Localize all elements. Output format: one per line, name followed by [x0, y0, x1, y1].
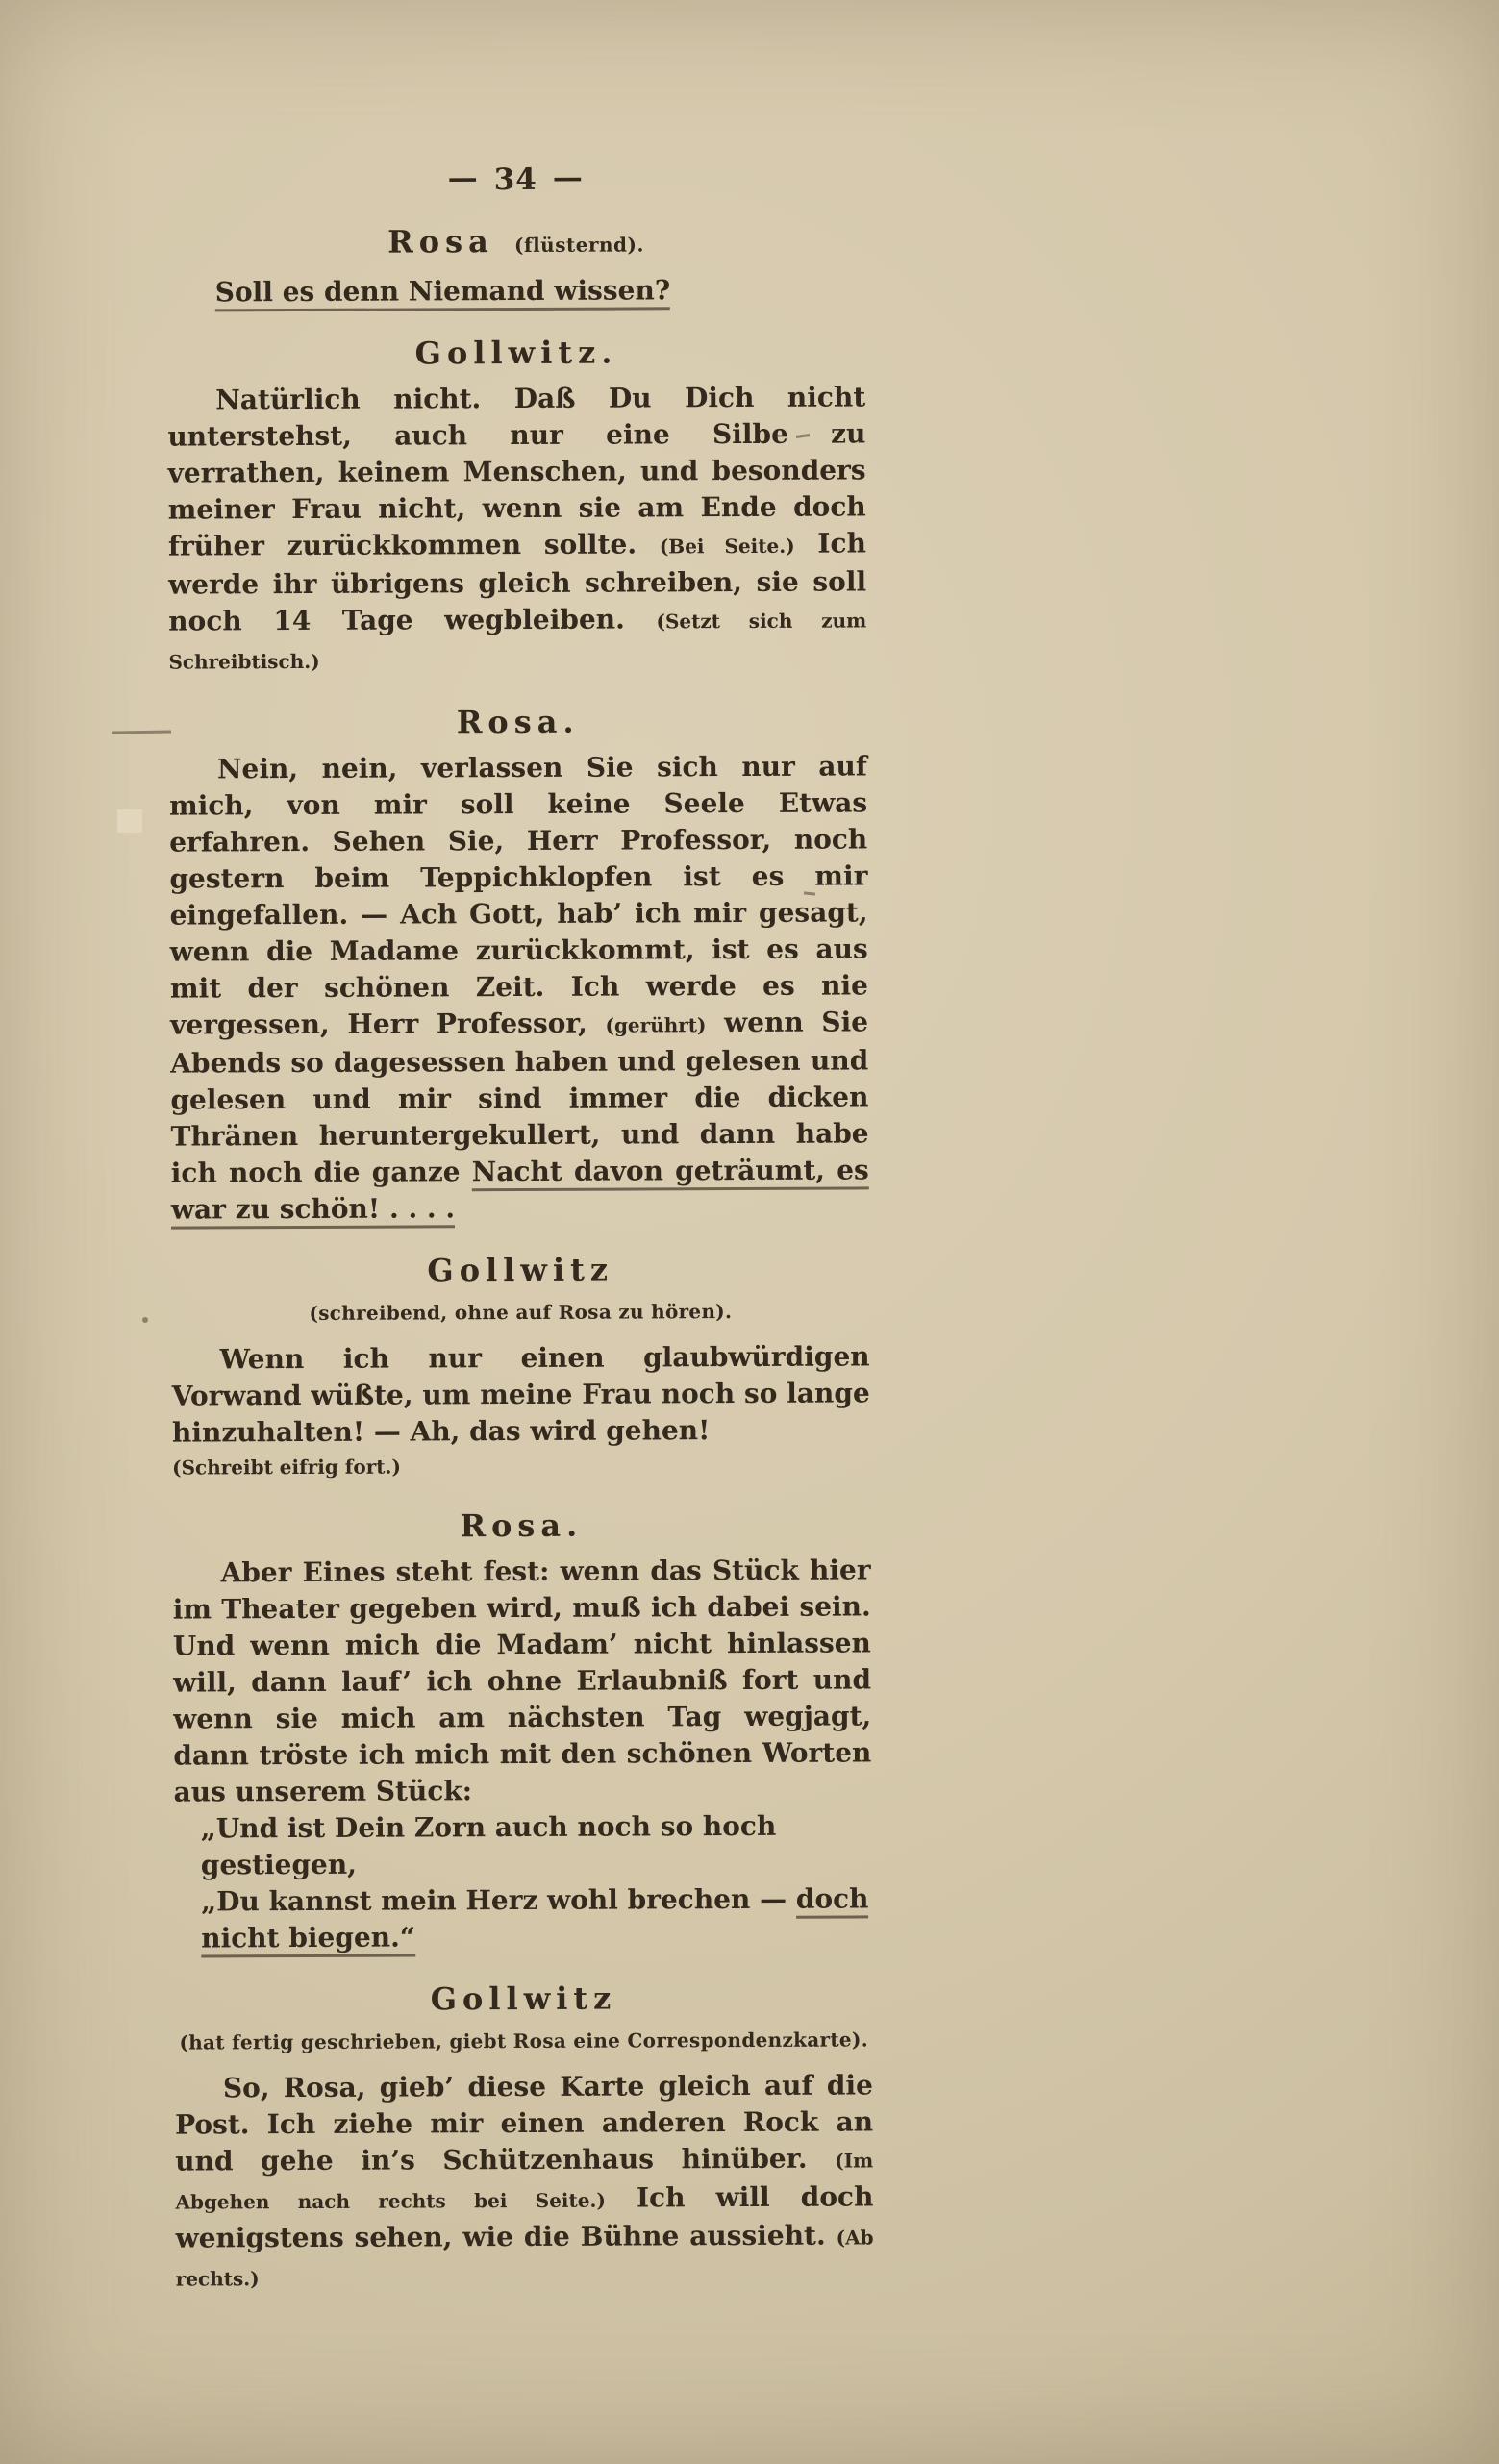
stage-direction-inline: (Bei Seite.) [659, 534, 795, 559]
dialogue-block-rosa-1 [166, 221, 864, 311]
stage-direction-inline: (Im Abgehen nach rechts bei Seite.) [175, 2149, 874, 2214]
header-rule-right: — [552, 160, 584, 195]
dialogue-text: Ich will doch wenigstens sehen, wie die Bühne aussieht. [175, 2180, 874, 2254]
speaker-heading [174, 1979, 872, 2018]
stage-direction-inline: (Ab rechts.) [175, 2226, 874, 2291]
verse-line [201, 1880, 872, 1956]
dialogue-text: Wenn ich nur einen glaubwürdigen Vorwand wüßte, um meine Frau noch so lange hinzuhalten! — Ah, das wird gehen! [171, 1340, 870, 1449]
dialogue-block-gollwitz-2 [171, 1250, 870, 1483]
page-header [166, 160, 864, 199]
page-content [166, 160, 874, 2297]
dialogue-block-gollwitz-3 [174, 1979, 873, 2297]
stage-direction-line: (Schreibt eifrig fort.) [172, 1455, 401, 1480]
dialogue-paragraph [175, 2067, 874, 2297]
page-number: 34 [493, 162, 537, 198]
speaker-name: Gollwitz [427, 1251, 614, 1289]
speaker-name: Gollwitz. [414, 334, 618, 372]
stage-direction-centered: (hat fertig geschrieben, giebt Rosa eine Correspondenzkarte). [179, 2028, 869, 2054]
verse-text: „Du kannst mein Herz wohl brechen — [200, 1882, 787, 1918]
stage-direction-inline: (gerührt) [605, 1013, 707, 1037]
dialogue-paragraph [172, 1552, 871, 1810]
speaker-name: Rosa [387, 223, 494, 261]
speaker-heading [169, 702, 867, 741]
dialogue-text: wenn Sie Abends so dagesessen haben und gelesen und gelesen und mir sind immer die dicken Thränen heruntergekullert, und dann habe ich noch die ganze [170, 1006, 869, 1189]
dialogue-block-rosa-2 [169, 702, 869, 1228]
dialogue-paragraph [167, 379, 866, 680]
dialogue-paragraph [172, 1338, 870, 1451]
underlined-text: Nacht davon geträumt, es war zu schön! . . . . [171, 1154, 869, 1229]
header-rule-left: — [447, 161, 479, 196]
speaker-heading [166, 221, 864, 264]
speaker-heading [167, 333, 865, 372]
dialogue-text: Nein, nein, verlassen Sie sich nur auf mich, von mir soll keine Seele Etwas erfahren. Sehen Sie, Herr Professor, noch gestern beim Teppichklopfen ist es mir eingefallen. — Ach Gott, hab’ ich mir gesagt, wenn die Madame zurückkommt, ist es aus mit der schönen Zeit. Ich werde es nie vergessen, Herr Professor, [169, 750, 868, 1041]
dialogue-block-rosa-3 [172, 1506, 872, 1956]
dialogue-paragraph [169, 748, 869, 1228]
speaker-name: Rosa. [460, 1506, 584, 1545]
dialogue-text: Ich werde ihr übrigens gleich schreiben, sie soll noch 14 Tage wegbleiben. [168, 527, 867, 637]
dialogue-text: Natürlich nicht. Daß Du Dich nicht unterstehst, auch nur eine Silbe zu verrathen, keinem Menschen, und besonders meiner Frau nicht, wenn sie am Ende doch früher zurückkommen sollte. [167, 381, 866, 562]
stage-direction-inline: (flüsternd). [513, 233, 644, 258]
paper-artifact [117, 809, 142, 833]
speaker-name: Gollwitz [430, 1979, 617, 2018]
dialogue-line [167, 271, 865, 311]
dialogue-text: Aber Eines steht fest: wenn das Stück hier im Theater gegeben wird, muß ich dabei sein. Und wenn mich die Madam’ nicht hinlassen will, dann lauf’ ich ohne Erlaubniß fort und wenn sie mich am nächsten Tag wegjagt, dann tröste ich mich mit den schönen Worten aus unserem Stück: [172, 1554, 872, 1808]
scan-speck [142, 1317, 148, 1323]
verse-text: „Und ist Dein Zorn auch noch so hoch gestiegen, [200, 1809, 777, 1881]
dialogue-block-gollwitz-1 [167, 333, 867, 680]
dialogue-text: So, Rosa, gieb’ diese Karte gleich auf die Post. Ich ziehe mir einen anderen Rock an und gehe in’s Schützenhaus hinüber. [174, 2069, 874, 2178]
stage-direction-centered: (schreibend, ohne auf Rosa zu hören). [309, 1300, 733, 1325]
speaker-heading [171, 1250, 869, 1289]
underlined-text: doch nicht biegen.“ [201, 1882, 868, 1957]
speaker-heading [172, 1506, 870, 1545]
speaker-name: Rosa. [456, 703, 580, 741]
verse-line [201, 1807, 872, 1883]
underlined-text: Soll es denn Niemand wissen? [215, 274, 671, 311]
stage-direction-inline: (Setzt sich zum Schreibtisch.) [168, 609, 867, 674]
